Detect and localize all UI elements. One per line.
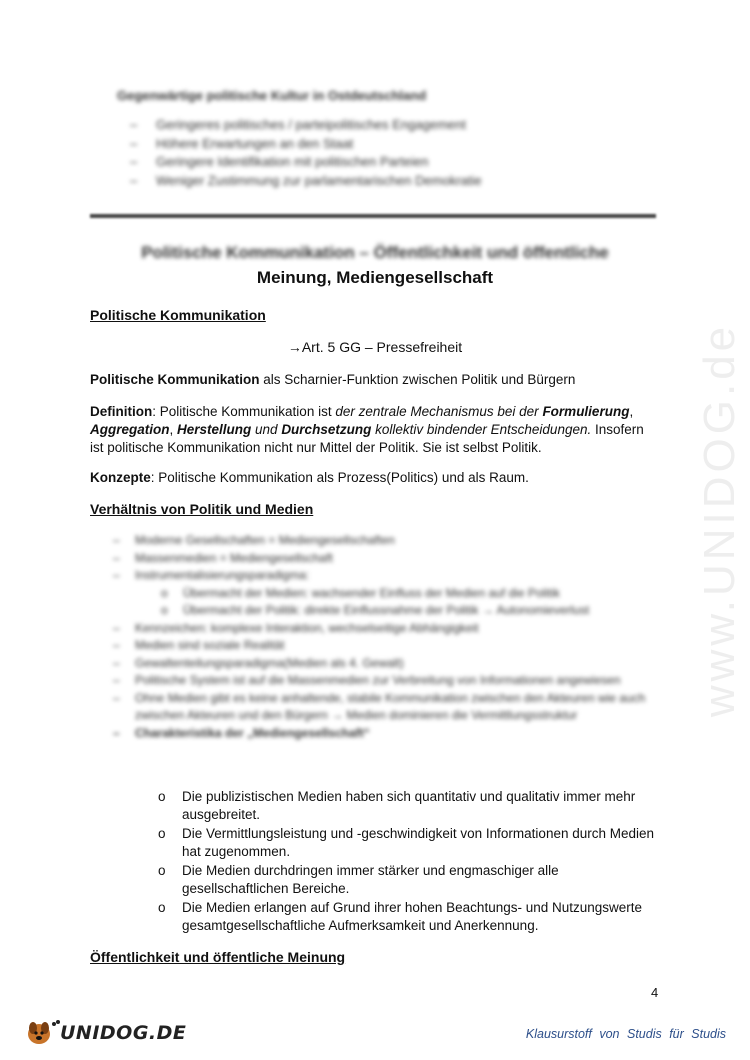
list-item: – Massenmedien = Mediengesellschaft [135, 550, 665, 568]
text: Insofern ist politische Kommunikation nicht nur Mittel der Politik. Sie ist selbst Politik. [90, 422, 644, 455]
page-number: 4 [651, 985, 659, 1000]
top-section-heading: Gegenwärtige politische Kultur in Ostdeutschland [117, 88, 427, 103]
term-formulierung: Formulierung [542, 404, 630, 419]
main-title-line1: Politische Kommunikation – Öffentlichkeit und öffentliche [141, 243, 609, 262]
list-item: o Die publizistischen Medien haben sich quantitativ und qualitativ immer mehr ausgebreitet. [182, 788, 662, 824]
term-aggregation: Aggregation [90, 422, 170, 437]
text: als Scharnier-Funktion zwischen Politik und Bürgern [259, 372, 576, 387]
main-title-line2: Meinung, Mediengesellschaft [256, 268, 494, 287]
article-reference: →Art. 5 GG – Pressefreiheit [287, 339, 463, 355]
charakteristika-list [182, 788, 662, 936]
italic-text: der zentrale Mechanismus bei der [335, 404, 543, 419]
text: : Politische Kommunikation als Prozess(Politics) und als Raum. [150, 470, 529, 485]
list-item: – Kennzeichen: komplexe Interaktion, wechselseitige Abhängigkeit [135, 620, 665, 638]
footer-text: Klausurstoff von Studis für Studis [525, 1027, 726, 1041]
list-item: – Geringere Identifikation mit politischen Parteien [130, 153, 482, 172]
list-item: – Instrumentalisierungsparadigma: [135, 567, 665, 585]
list-item: – Geringeres politisches / parteipolitisches Engagement [130, 116, 482, 135]
list-item: o Die Medien erlangen auf Grund ihrer hohen Beachtungs- und Nutzungswerte gesamtgesellschaftliche Aufmerksamkeit und Anerkennung. [182, 899, 662, 935]
section-divider [90, 214, 656, 218]
list-item: o Die Medien durchdringen immer stärker und engmaschiger alle gesellschaftlichen Bereiche. [182, 862, 662, 898]
section-heading-oeffentlichkeit: Öffentlichkeit und öffentliche Meinung [90, 949, 346, 965]
italic-text: und [251, 422, 282, 437]
definition-label: Definition [90, 404, 153, 419]
text: , [629, 404, 634, 419]
bold-term: Politische Kommunikation [90, 372, 260, 387]
paragraph-definition [90, 403, 660, 457]
term-herstellung: Herstellung [177, 422, 252, 437]
list-item: o Übermacht der Medien: wachsender Einfluss der Medien auf die Politik [135, 585, 665, 603]
list-item: – Höhere Erwartungen an den Staat [130, 135, 482, 154]
list-item: o Übermacht der Politik: direkte Einflussnahme der Politik → Autonomieverlust [135, 602, 665, 620]
section-heading-politische-kommunikation: Politische Kommunikation [90, 307, 266, 323]
konzepte-label: Konzepte [90, 470, 151, 485]
list-item: – Medien sind soziale Realität [135, 637, 665, 655]
logo-text: UNIDOG.DE [60, 1022, 187, 1044]
list-item: – Weniger Zustimmung zur parlamentarischen Demokratie [130, 172, 482, 191]
italic-text: kollektiv bindender Entscheidungen. [371, 422, 592, 437]
list-item: o Die Vermittlungsleistung und -geschwindigkeit von Informationen durch Medien hat zugenommen. [182, 825, 662, 861]
top-section-list [130, 116, 482, 190]
list-item: – Politische System ist auf die Massenmedien zur Verbreitung von Informationen angewiesen [135, 672, 665, 690]
text: : Politische Kommunikation ist [152, 404, 336, 419]
paragraph-konzepte [90, 469, 660, 487]
paragraph-scharnier [90, 371, 660, 389]
list-item: – Gewaltenteilungsparadigma(Medien als 4. Gewalt) [135, 655, 665, 673]
list-item: – Charakteristika der „Mediengesellschaft“ [135, 725, 665, 743]
text: , [169, 422, 178, 437]
watermark: www.UNIDOG.de [695, 322, 744, 718]
term-durchsetzung: Durchsetzung [281, 422, 372, 437]
section-heading-politik-medien: Verhältnis von Politik und Medien [90, 501, 314, 517]
list-item: – Ohne Medien gibt es keine anhaltende, stabile Kommunikation zwischen den Akteuren wie auch zwischen Akteuren und den Bürgern → Medien dominieren die Vermittlungsstruktur [135, 690, 665, 725]
blurred-list [135, 532, 665, 742]
list-item: – Moderne Gesellschaften = Mediengesellschaften [135, 532, 665, 550]
